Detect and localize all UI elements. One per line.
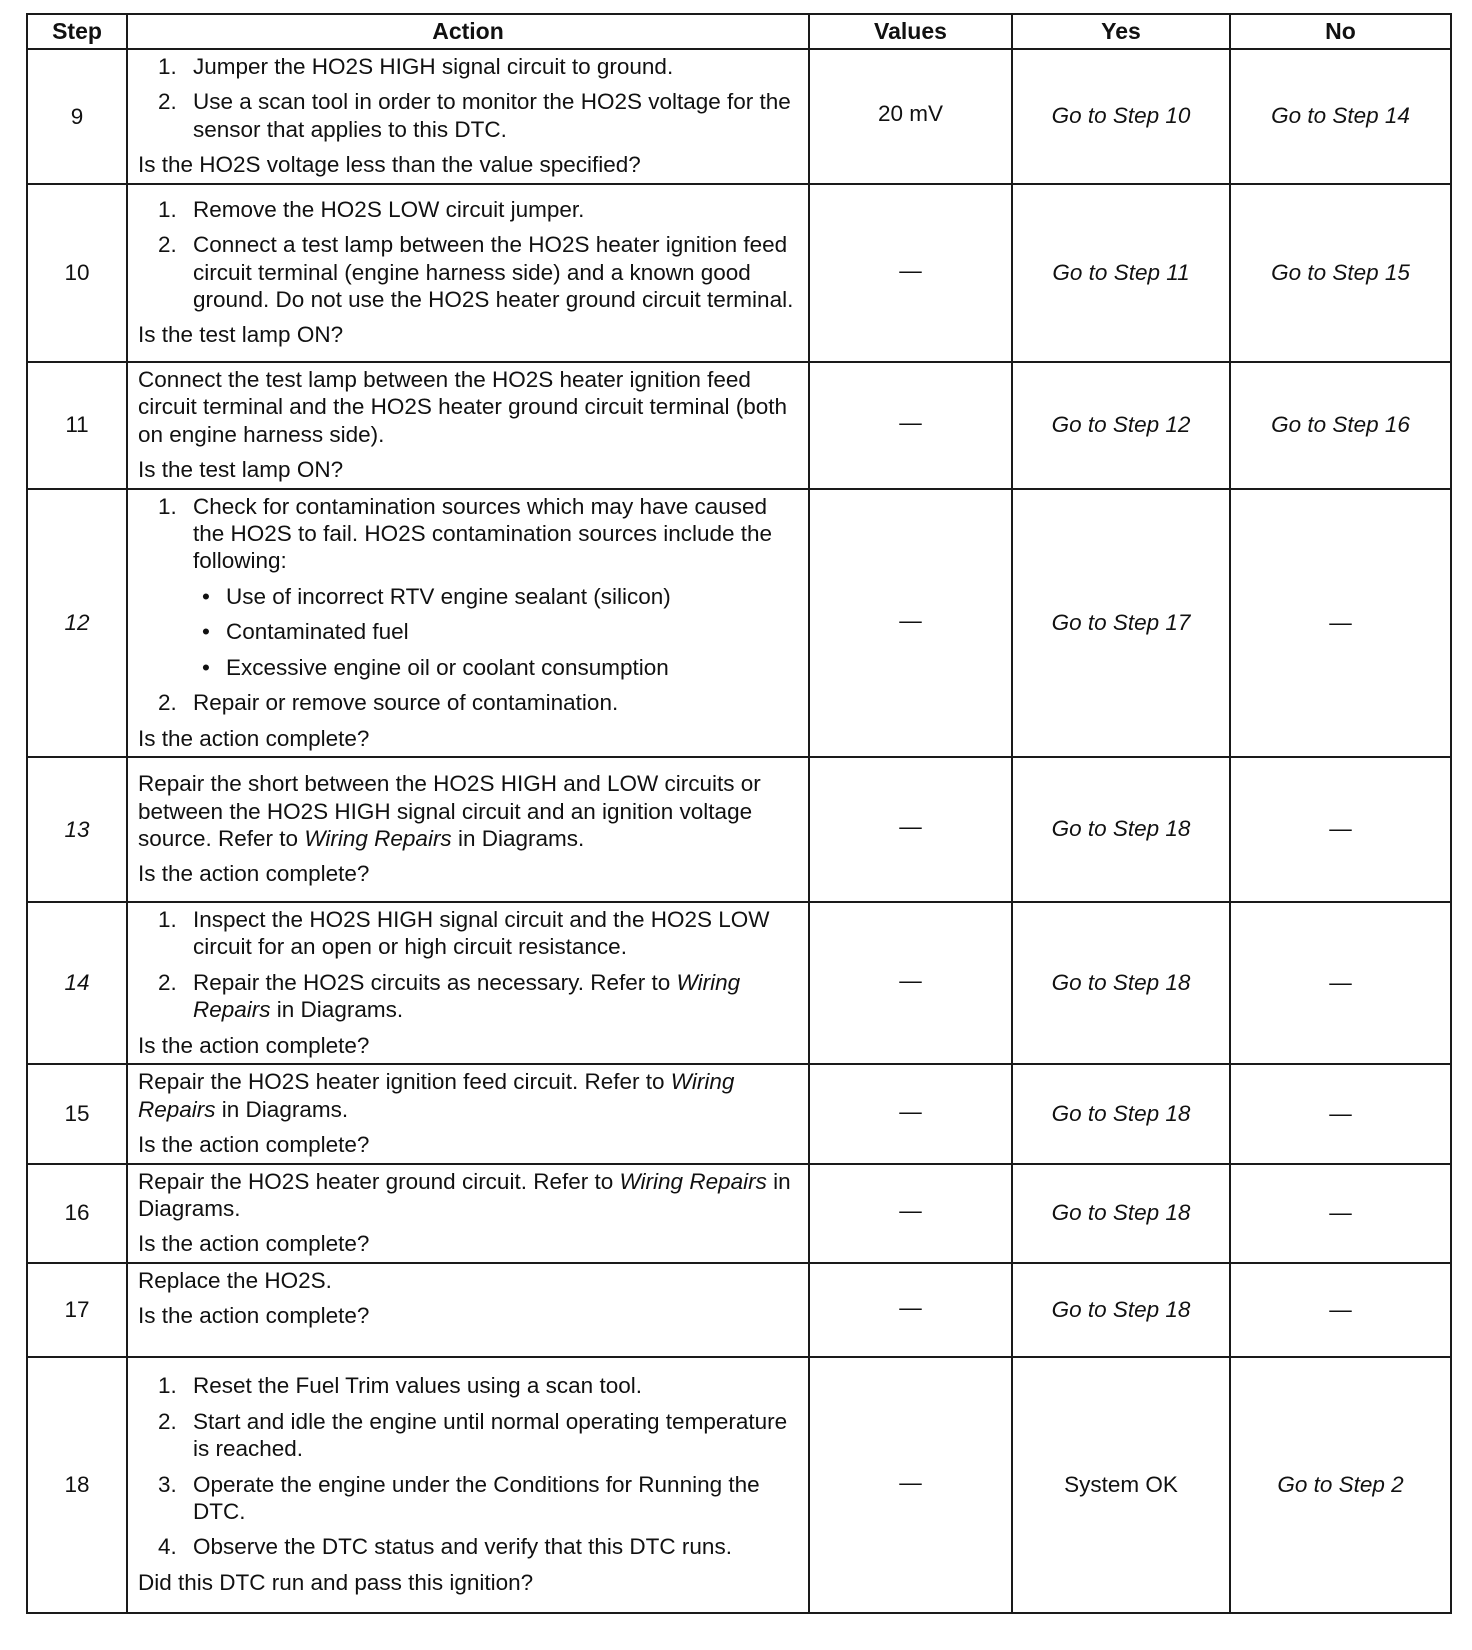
action-item: 3. Operate the engine under the Conditions for Running the DTC. — [183, 1471, 798, 1526]
action-text: Replace the HO2S. — [138, 1267, 332, 1293]
table-row — [27, 902, 1451, 1064]
action-item: 1. Inspect the HO2S HIGH signal circuit and the HO2S LOW circuit for an open or high circuit resistance. — [183, 906, 798, 961]
action-question: Is the action complete? — [138, 1303, 370, 1329]
step-number: 11 — [27, 362, 127, 489]
action-cell — [127, 362, 809, 489]
action-question: Is the action complete? — [138, 1231, 370, 1257]
action-item: 1. Remove the HO2S LOW circuit jumper. — [183, 196, 798, 223]
yes-cell: Go to Step 12 — [1012, 362, 1230, 489]
wiring-repairs-reference: Wiring Repairs — [138, 1069, 735, 1122]
value-cell: — — [809, 757, 1012, 902]
action-list — [138, 1372, 798, 1561]
table-row — [27, 489, 1451, 758]
yes-cell: Go to Step 17 — [1012, 489, 1230, 758]
no-cell: — — [1230, 1064, 1451, 1163]
step-number: 17 — [27, 1263, 127, 1357]
table-header-row — [27, 14, 1451, 49]
value-cell: — — [809, 184, 1012, 362]
no-cell: Go to Step 2 — [1230, 1357, 1451, 1613]
value-cell: — — [809, 1164, 1012, 1263]
action-cell — [127, 1357, 809, 1613]
action-item: 4. Observe the DTC status and verify that this DTC runs. — [183, 1533, 798, 1560]
table-row — [27, 757, 1451, 902]
no-cell: — — [1230, 757, 1451, 902]
action-item: 2. Use a scan tool in order to monitor the HO2S voltage for the sensor that applies to this DTC. — [183, 88, 798, 143]
bullet-item: • Use of incorrect RTV engine sealant (silicon) — [226, 583, 798, 610]
yes-cell: Go to Step 18 — [1012, 1164, 1230, 1263]
wiring-repairs-reference: Wiring Repairs — [619, 1168, 767, 1194]
value-cell: — — [809, 902, 1012, 1064]
action-question: Is the action complete? — [138, 725, 370, 751]
step-number: 15 — [27, 1064, 127, 1163]
no-cell: — — [1230, 902, 1451, 1064]
step-number: 14 — [27, 902, 127, 1064]
step-number: 18 — [27, 1357, 127, 1613]
table-row — [27, 1164, 1451, 1263]
action-cell — [127, 184, 809, 362]
yes-cell: Go to Step 18 — [1012, 1263, 1230, 1357]
diagnostic-procedure-table — [26, 13, 1452, 1614]
action-item: 1. Jumper the HO2S HIGH signal circuit to ground. — [183, 53, 798, 80]
header-step: Step — [27, 14, 127, 49]
no-cell: — — [1230, 1263, 1451, 1357]
action-cell — [127, 902, 809, 1064]
action-cell — [127, 757, 809, 902]
action-question: Is the action complete? — [138, 861, 370, 887]
action-text — [138, 770, 798, 852]
yes-cell: Go to Step 10 — [1012, 49, 1230, 184]
step-number: 12 — [27, 489, 127, 758]
action-item — [183, 493, 798, 682]
table-row — [27, 1263, 1451, 1357]
table-row — [27, 49, 1451, 184]
no-cell: Go to Step 16 — [1230, 362, 1451, 489]
value-cell: — — [809, 1357, 1012, 1613]
action-item: 2. Start and idle the engine until normal operating temperature is reached. — [183, 1408, 798, 1463]
yes-cell: Go to Step 18 — [1012, 757, 1230, 902]
yes-cell: Go to Step 18 — [1012, 902, 1230, 1064]
action-text-tail: in Diagrams. — [221, 1096, 349, 1122]
action-question: Is the test lamp ON? — [138, 322, 344, 348]
bullet-item: • Excessive engine oil or coolant consumption — [226, 654, 798, 681]
table-row — [27, 362, 1451, 489]
action-text-tail: in Diagrams. — [138, 1168, 791, 1221]
action-list — [138, 906, 798, 1024]
action-item: 1. Reset the Fuel Trim values using a scan tool. — [183, 1372, 798, 1399]
header-action: Action — [127, 14, 809, 49]
action-text-main: Repair the HO2S heater ignition feed circuit. Refer to — [138, 1069, 665, 1095]
step-number: 13 — [27, 757, 127, 902]
action-question: Is the action complete? — [138, 1032, 370, 1058]
action-cell — [127, 1064, 809, 1163]
action-item-text: Repair the HO2S circuits as necessary. Refer to — [193, 969, 671, 995]
step-number: 9 — [27, 49, 127, 184]
yes-cell: Go to Step 11 — [1012, 184, 1230, 362]
table-row — [27, 1357, 1451, 1613]
action-text-main: Repair the HO2S heater ground circuit. Refer to — [138, 1168, 614, 1194]
action-item — [183, 969, 798, 1024]
value-cell: — — [809, 362, 1012, 489]
action-text — [138, 1168, 798, 1223]
bullet-item: • Contaminated fuel — [226, 618, 798, 645]
action-text-tail: in Diagrams. — [276, 997, 404, 1023]
wiring-repairs-reference: Wiring Repairs — [193, 969, 741, 1023]
step-number: 16 — [27, 1164, 127, 1263]
action-item: 2. Connect a test lamp between the HO2S heater ignition feed circuit terminal (engine harness side) and a known good ground. Do not use the HO2S heater ground circuit terminal. — [183, 231, 798, 313]
yes-cell: System OK — [1012, 1357, 1230, 1613]
action-cell — [127, 1164, 809, 1263]
action-question: Is the test lamp ON? — [138, 457, 344, 483]
table-row — [27, 184, 1451, 362]
no-cell: Go to Step 15 — [1230, 184, 1451, 362]
header-yes: Yes — [1012, 14, 1230, 49]
action-item-text: Check for contamination sources which may have caused the HO2S to fail. HO2S contamination sources include the following: — [193, 493, 773, 574]
header-no: No — [1230, 14, 1451, 49]
header-values: Values — [809, 14, 1012, 49]
action-question: Is the HO2S voltage less than the value specified? — [138, 152, 641, 178]
action-cell — [127, 49, 809, 184]
step-number: 10 — [27, 184, 127, 362]
action-list — [138, 493, 798, 717]
action-cell — [127, 1263, 809, 1357]
value-cell: — — [809, 1263, 1012, 1357]
action-question: Is the action complete? — [138, 1132, 370, 1158]
no-cell: — — [1230, 489, 1451, 758]
action-text-tail: in Diagrams. — [457, 826, 585, 851]
no-cell: Go to Step 14 — [1230, 49, 1451, 184]
action-cell — [127, 489, 809, 758]
action-text — [138, 1068, 798, 1123]
yes-cell: Go to Step 18 — [1012, 1064, 1230, 1163]
action-list — [138, 53, 798, 143]
action-text: Connect the test lamp between the HO2S heater ignition feed circuit terminal and the HO2S heater ground circuit terminal (both on engine harness side). — [138, 366, 788, 447]
table-row — [27, 1064, 1451, 1163]
action-text-main: Repair the short between the HO2S HIGH and LOW circuits or between the HO2S HIGH signal circuit and an ignition voltage source. Refer to — [138, 771, 761, 851]
action-item: 2. Repair or remove source of contamination. — [183, 689, 798, 716]
value-cell: — — [809, 489, 1012, 758]
value-cell: 20 mV — [809, 49, 1012, 184]
action-list — [138, 196, 798, 314]
bullet-list — [193, 583, 798, 681]
wiring-repairs-reference: Wiring Repairs — [304, 826, 452, 851]
action-question: Did this DTC run and pass this ignition? — [138, 1569, 534, 1595]
value-cell: — — [809, 1064, 1012, 1163]
no-cell: — — [1230, 1164, 1451, 1263]
